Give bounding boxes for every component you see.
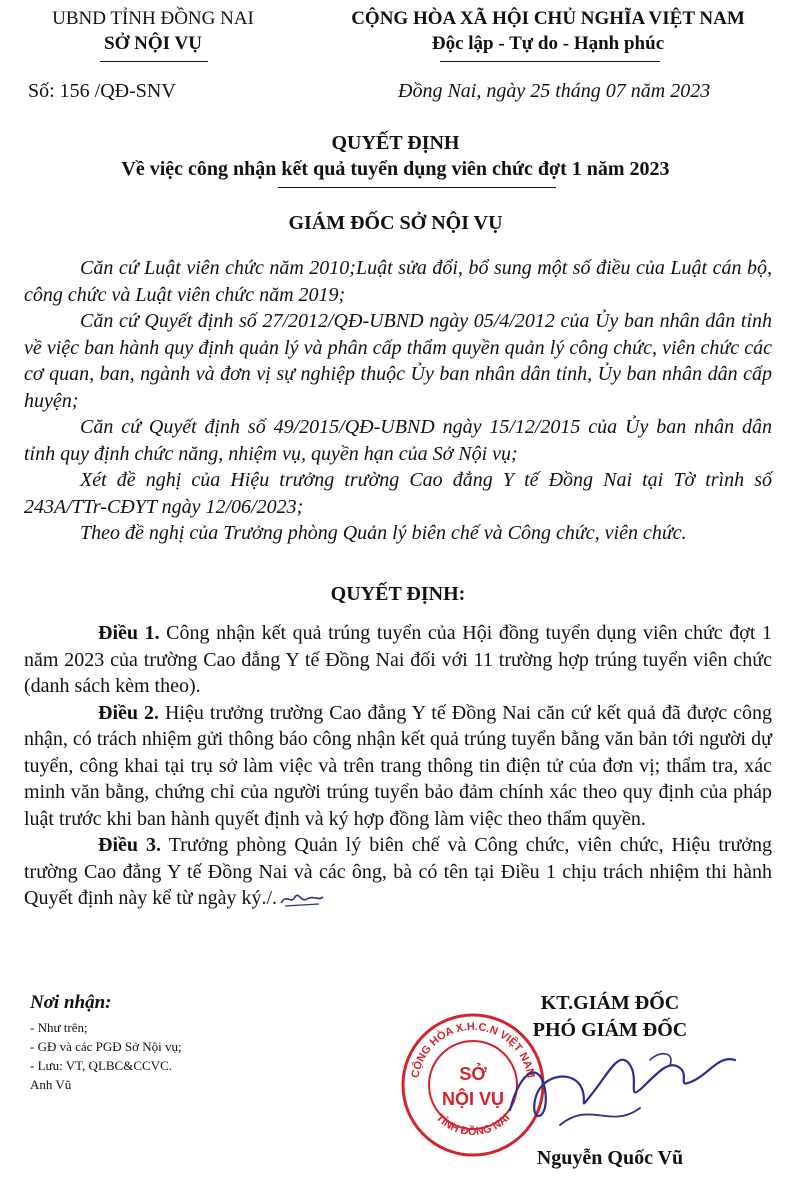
subject-underline: [278, 187, 556, 188]
preamble-item: Theo đề nghị của Trưởng phòng Quản lý biên chế và Công chức, viên chức.: [80, 522, 687, 544]
article-text: Công nhận kết quả trúng tuyển của Hội đồng tuyển dụng viên chức đợt 1 năm 2023 của trường Cao đẳng Y tế Đồng Nai đối với 11 trường hợp trúng tuyển viên chức (danh sách kèm theo).: [24, 622, 772, 697]
document-subject: Về việc công nhận kết quả tuyển dụng viên chức đợt 1 năm 2023: [121, 158, 670, 180]
recipient-item: - GĐ và các PGĐ Sở Nội vụ;: [30, 1039, 182, 1054]
issuing-agency-block: [18, 6, 288, 56]
document-type: QUYẾT ĐỊNH: [331, 132, 460, 154]
signing-capacity: KT.GIÁM ĐỐC: [540, 992, 680, 1014]
national-motto: Độc lập - Tự do - Hạnh phúc: [431, 33, 665, 54]
article-label: Điều 3.: [98, 834, 162, 856]
document-date: Đồng Nai, ngày 25 tháng 07 năm 2023: [398, 80, 711, 102]
article-text: Trưởng phòng Quản lý biên chế và Công chức, viên chức, Hiệu trưởng trường Cao đẳng Y tế Đồng Nai và các ông, bà có tên tại Điều 1 chịu trách nhiệm thi hành Quyết định này kể từ ngày ký./.: [24, 834, 773, 909]
preamble-item: Căn cứ Luật viên chức năm 2010;Luật sửa đổi, bổ sung một số điều của Luật cán bộ, công chức và Luật viên chức năm 2019;: [24, 257, 772, 306]
initial-mark: [279, 891, 325, 907]
preamble-item: Căn cứ Quyết định số 49/2015/QĐ-UBND ngày 15/12/2015 của Ủy ban nhân dân tỉnh quy định chức năng, nhiệm vụ, quyền hạn của Sở Nội vụ;: [24, 416, 772, 465]
preamble-item: Xét đề nghị của Hiệu trưởng trường Cao đẳng Y tế Đồng Nai tại Tờ trình số 243A/TTr-CĐYT ngày 12/06/2023;: [24, 469, 772, 518]
article-label: Điều 2.: [98, 701, 160, 724]
svg-text:TỈNH ĐỒNG NAI: TỈNH ĐỒNG NAI: [433, 1111, 513, 1139]
recipient-item: - Như trên;: [30, 1020, 88, 1035]
issuing-authority: GIÁM ĐỐC SỞ NỘI VỤ: [288, 212, 503, 234]
nation-name: CỘNG HÒA XÃ HỘI CHỦ NGHĨA VIỆT NAM: [351, 8, 745, 29]
agency-underline: [100, 61, 208, 62]
parent-agency: UBND TỈNH ĐỒNG NAI: [52, 8, 254, 29]
article-text: Hiệu trưởng trường Cao đẳng Y tế Đồng Nai căn cứ kết quả đã được công nhận, có trách nhiệm gửi thông báo công nhận kết quả trúng tuyển bằng văn bản tới người dự tuyển, công khai tại trụ sở làm việc và trên trang thông tin điện tử của đơn vị; thẩm tra, xác minh văn bằng, chứng chỉ của người trúng tuyển bảo đảm chính xác theo quy định của pháp luật trước khi ban hành quyết định và ký hợp đồng làm việc theo thẩm quyền.: [24, 701, 772, 830]
handwritten-signature: [500, 1030, 750, 1140]
recipient-item: - Lưu: VT, QLBC&CCVC.: [30, 1058, 172, 1073]
decision-heading: QUYẾT ĐỊNH:: [330, 582, 466, 605]
document-body: [24, 255, 772, 912]
document-number: Số: 156 /QĐ-SNV: [28, 80, 176, 102]
signer-position: PHÓ GIÁM ĐỐC: [532, 1019, 688, 1041]
article-2: [24, 700, 772, 833]
recipients-title: Nơi nhận:: [30, 992, 112, 1013]
recipient-item: Anh Vũ: [30, 1077, 72, 1092]
svg-text:NỘI VỤ: NỘI VỤ: [441, 1089, 505, 1109]
preamble-item: Căn cứ Quyết định số 27/2012/QĐ-UBND ngày 05/4/2012 của Ủy ban nhân dân tỉnh về việc ban hành quy định quản lý và phân cấp thẩm quyền quản lý công chức, viên chức các cơ quan, ban, ngành và đơn vị sự nghiệp thuộc Ủy ban nhân dân tỉnh, Ủy ban nhân dân cấp huyện;: [24, 310, 772, 412]
article-label: Điều 1.: [98, 622, 160, 644]
signer-name: Nguyễn Quốc Vũ: [536, 1147, 684, 1169]
agency-name: SỞ NỘI VỤ: [104, 33, 202, 54]
national-title-block: [318, 6, 778, 56]
article-3: [24, 832, 772, 912]
article-1: [24, 620, 772, 700]
svg-text:SỞ: SỞ: [459, 1064, 487, 1084]
recipients-block: [30, 992, 390, 1094]
motto-underline: [440, 61, 660, 62]
svg-text:CỘNG HÒA X.H.C.N VIỆT NAM: CỘNG HÒA X.H.C.N VIỆT NAM: [409, 1020, 537, 1080]
